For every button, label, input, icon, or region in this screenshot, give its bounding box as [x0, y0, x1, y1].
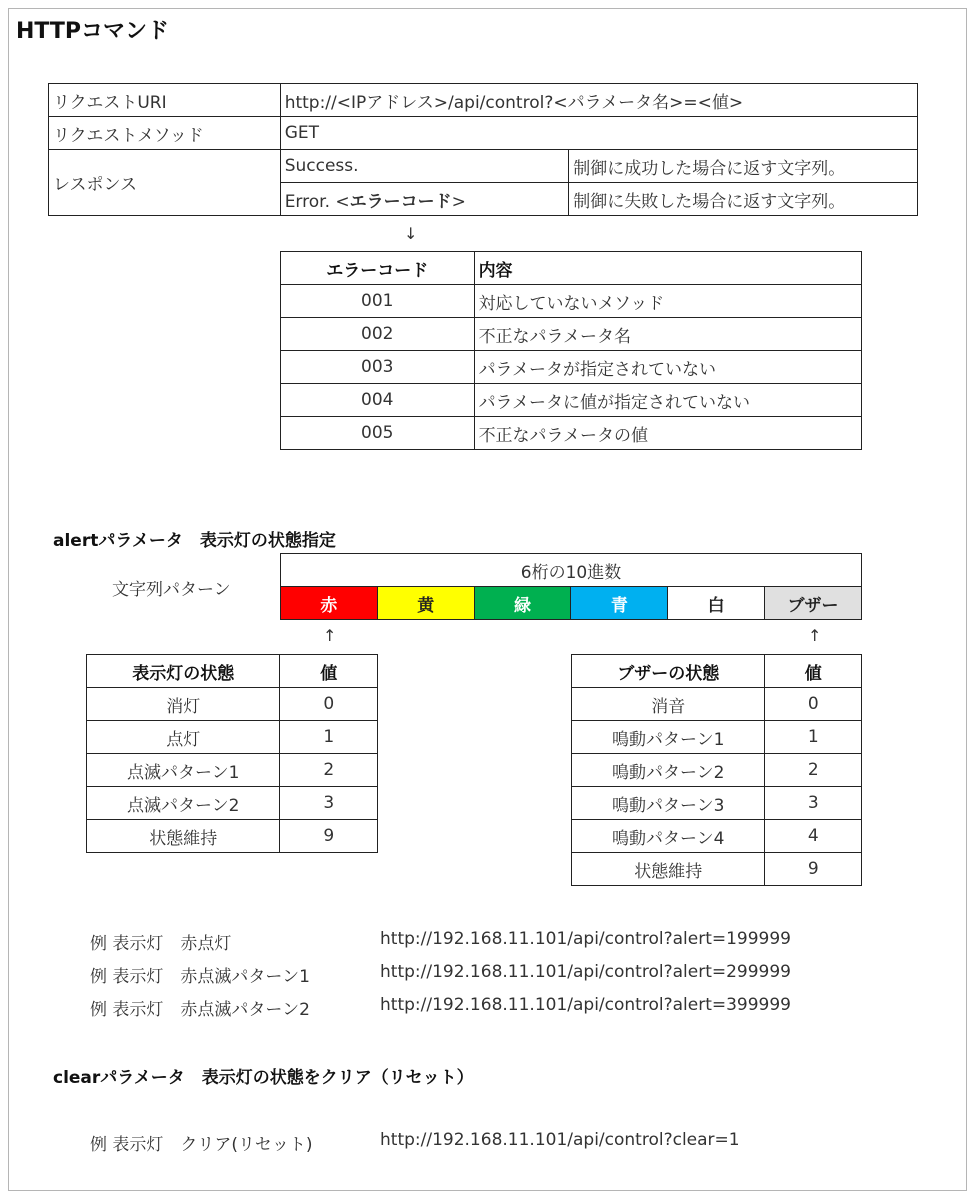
method-value: GET — [280, 117, 917, 150]
table-row — [281, 417, 862, 450]
segment-white: 白 — [668, 587, 765, 620]
example-label: 例 表示灯 赤点灯 — [90, 934, 232, 954]
pattern-label: 文字列パターン — [112, 580, 231, 600]
table-row — [87, 754, 378, 787]
light-state-cell: 点灯 — [87, 721, 280, 754]
content-header: 内容 — [474, 252, 861, 285]
table-row — [572, 688, 862, 721]
segment-yellow: 黄 — [377, 587, 474, 620]
buzzer-state-cell: 消音 — [572, 688, 765, 721]
buzzer-state-table — [571, 654, 862, 886]
error-content-cell: 対応していないメソッド — [474, 285, 861, 318]
error-value-bold: エラーコード — [349, 191, 452, 212]
table-row — [572, 787, 862, 820]
uri-label: リクエストURI — [49, 84, 281, 117]
table-row — [572, 721, 862, 754]
buzzer-state-cell: 鳴動パターン4 — [572, 820, 765, 853]
value-header: 値 — [765, 655, 862, 688]
table-header-row — [87, 655, 378, 688]
segment-red: 赤 — [281, 587, 378, 620]
error-code-cell: 005 — [281, 417, 475, 450]
error-content-cell: 不正なパラメータの値 — [474, 417, 861, 450]
table-row — [49, 117, 918, 150]
table-row — [281, 285, 862, 318]
alert-section-heading: alertパラメータ 表示灯の状態指定 — [53, 531, 336, 551]
table-row — [87, 721, 378, 754]
error-code-cell: 001 — [281, 285, 475, 318]
error-value-prefix: Error. < — [284, 191, 350, 212]
table-row — [49, 84, 918, 117]
buzzer-state-cell: 鳴動パターン1 — [572, 721, 765, 754]
light-state-header: 表示灯の状態 — [87, 655, 280, 688]
value-cell: 9 — [765, 853, 862, 886]
example-url: http://192.168.11.101/api/control?alert=199999 — [380, 929, 791, 949]
table-row — [87, 820, 378, 853]
table-row — [572, 820, 862, 853]
table-row — [281, 554, 862, 587]
example-label: 例 表示灯 赤点滅パターン1 — [90, 967, 310, 987]
clear-example-label: 例 表示灯 クリア(リセット) — [90, 1135, 313, 1155]
value-cell: 3 — [765, 787, 862, 820]
response-label: レスポンス — [49, 150, 281, 216]
value-cell: 2 — [765, 754, 862, 787]
arrow-up-icon: ↑ — [808, 626, 822, 645]
value-cell: 0 — [765, 688, 862, 721]
uri-value: http://<IPアドレス>/api/control?<パラメータ名>=<値> — [280, 84, 917, 117]
success-desc: 制御に成功した場合に返す文字列。 — [569, 150, 918, 183]
error-code-cell: 002 — [281, 318, 475, 351]
table-row — [49, 150, 918, 183]
error-value — [280, 183, 569, 216]
table-header-row — [572, 655, 862, 688]
error-content-cell: パラメータに値が指定されていない — [474, 384, 861, 417]
table-row — [281, 318, 862, 351]
pattern-table — [280, 553, 862, 620]
value-cell: 4 — [765, 820, 862, 853]
example-url: http://192.168.11.101/api/control?alert=299999 — [380, 962, 791, 982]
value-cell: 1 — [280, 721, 378, 754]
table-row — [281, 587, 862, 620]
buzzer-state-header: ブザーの状態 — [572, 655, 765, 688]
example-label: 例 表示灯 赤点滅パターン2 — [90, 1000, 310, 1020]
request-table — [48, 83, 918, 216]
buzzer-state-cell: 鳴動パターン2 — [572, 754, 765, 787]
error-code-cell: 004 — [281, 384, 475, 417]
clear-section-heading: clearパラメータ 表示灯の状態をクリア（リセット） — [53, 1068, 474, 1088]
value-cell: 1 — [765, 721, 862, 754]
light-state-table — [86, 654, 378, 853]
arrow-down-icon: ↓ — [404, 224, 418, 243]
light-state-cell: 状態維持 — [87, 820, 280, 853]
page-title: HTTPコマンド — [16, 19, 170, 44]
table-row — [572, 853, 862, 886]
error-content-cell: 不正なパラメータ名 — [474, 318, 861, 351]
error-desc: 制御に失敗した場合に返す文字列。 — [569, 183, 918, 216]
error-code-cell: 003 — [281, 351, 475, 384]
table-row — [87, 688, 378, 721]
value-cell: 0 — [280, 688, 378, 721]
buzzer-state-cell: 状態維持 — [572, 853, 765, 886]
light-state-cell: 点滅パターン1 — [87, 754, 280, 787]
value-cell: 9 — [280, 820, 378, 853]
arrow-up-icon: ↑ — [323, 626, 337, 645]
value-cell: 2 — [280, 754, 378, 787]
table-header-row — [281, 252, 862, 285]
error-value-suffix: > — [451, 191, 466, 212]
buzzer-state-cell: 鳴動パターン3 — [572, 787, 765, 820]
segment-blue: 青 — [571, 587, 668, 620]
segment-green: 緑 — [474, 587, 571, 620]
success-value: Success. — [280, 150, 569, 183]
example-url: http://192.168.11.101/api/control?alert=399999 — [380, 995, 791, 1015]
pattern-header: 6桁の10進数 — [281, 554, 862, 587]
light-state-cell: 消灯 — [87, 688, 280, 721]
segment-buzzer: ブザー — [765, 587, 862, 620]
value-cell: 3 — [280, 787, 378, 820]
clear-example-url: http://192.168.11.101/api/control?clear=1 — [380, 1130, 740, 1150]
table-row — [281, 384, 862, 417]
table-row — [281, 351, 862, 384]
light-state-cell: 点滅パターン2 — [87, 787, 280, 820]
error-content-cell: パラメータが指定されていない — [474, 351, 861, 384]
value-header: 値 — [280, 655, 378, 688]
table-row — [572, 754, 862, 787]
method-label: リクエストメソッド — [49, 117, 281, 150]
error-code-header: エラーコード — [281, 252, 475, 285]
table-row — [87, 787, 378, 820]
error-code-table — [280, 251, 862, 450]
